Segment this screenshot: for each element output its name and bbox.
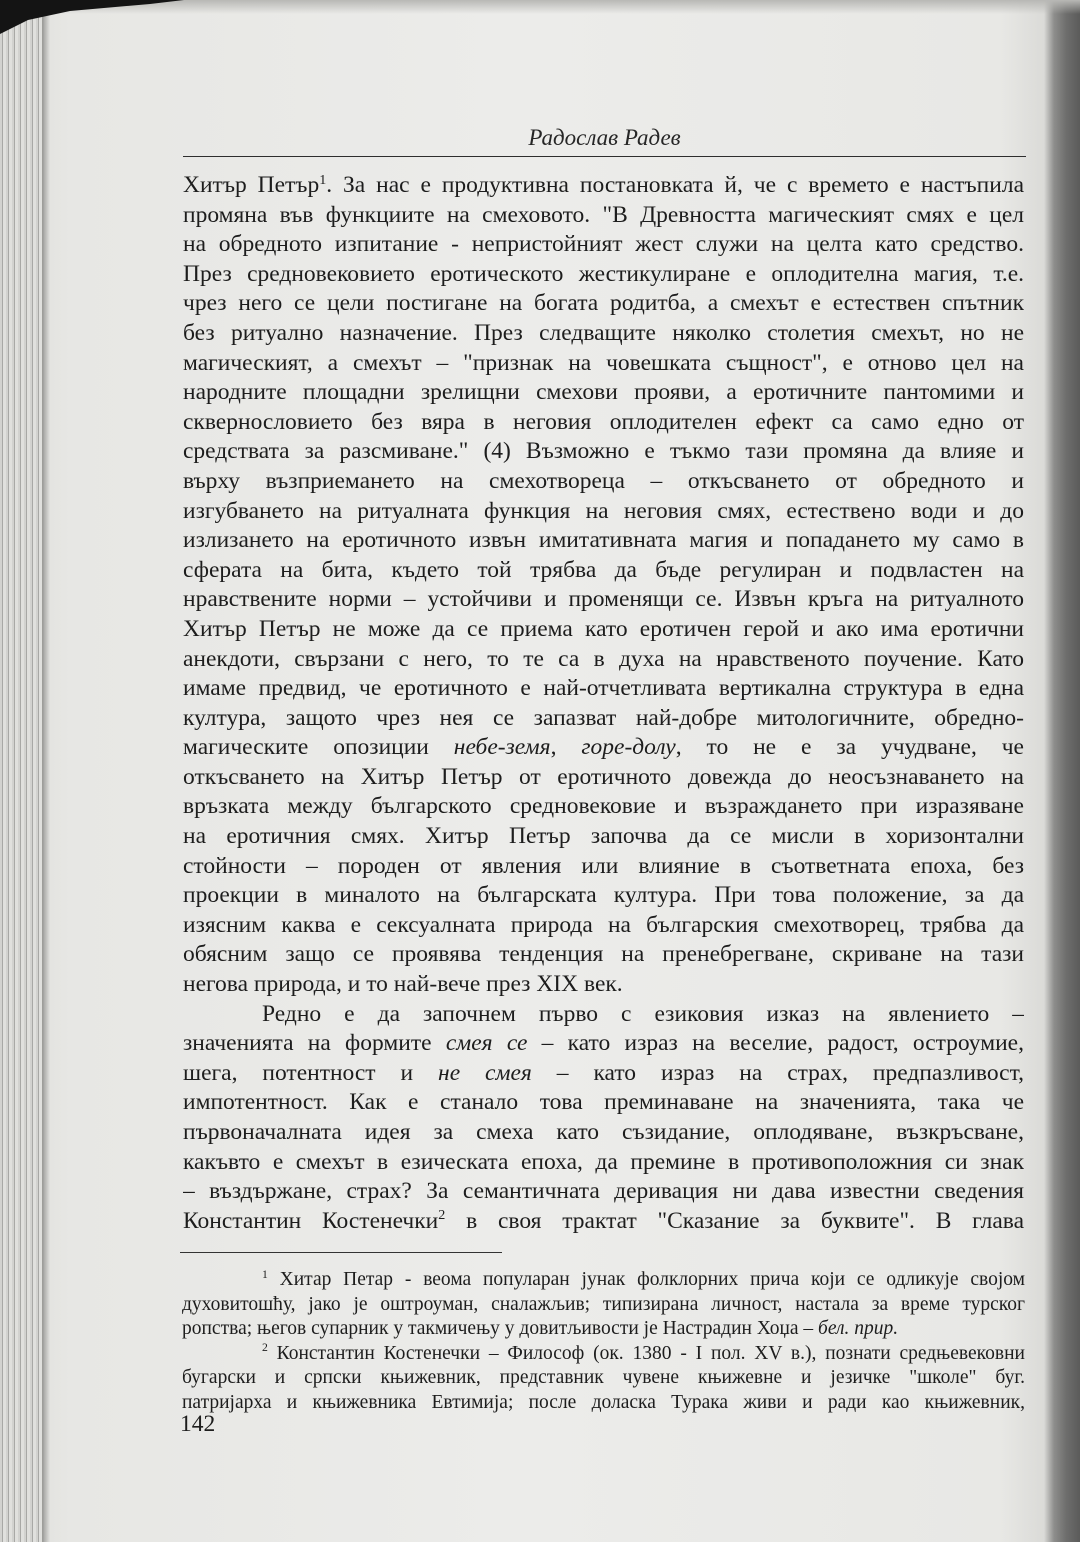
italic-term: горе-долу bbox=[581, 734, 676, 761]
text-line: на еротичния смях. Хитър Петър започва да се мисли в хоризонтални bbox=[183, 823, 1024, 850]
text-segment: . За нас е продуктивна постановката й, че с времето е настъпила bbox=[326, 172, 1024, 198]
page-number: 142 bbox=[180, 1411, 216, 1437]
text-line: – въздържане, страх? За семантичната деривация ни дава известни сведения bbox=[183, 1178, 1024, 1205]
header-rule bbox=[183, 156, 1026, 157]
text-line: връзката между българското средновековие и възраждането при изразяване bbox=[183, 793, 1024, 820]
footnote-marker: 1 bbox=[262, 1268, 268, 1281]
scan-edge-right-decoration bbox=[1044, 0, 1080, 1542]
italic-term: не смея bbox=[438, 1059, 532, 1086]
text-line: проекции в миналото на българската култура. При това положение, за да bbox=[183, 882, 1024, 909]
text-line: сферата на бита, където той трябва да бъде регулиран и подвластен на bbox=[183, 556, 1024, 583]
binding-shadow-decoration bbox=[42, 0, 50, 1542]
paragraph bbox=[183, 171, 1024, 1000]
text-segment: , то не е за учудване, че bbox=[675, 734, 1024, 761]
text-line: промяна във функциите на смеховото. "В Древността магическият смях е цел bbox=[183, 201, 1024, 228]
text-line: сквернословието без вяра в неговия оплодителен ефект са само едно от bbox=[183, 408, 1024, 435]
footnote-reference: 1 bbox=[319, 171, 327, 188]
text-segment: значенията на формите bbox=[183, 1030, 446, 1057]
scan-corner-shadow-decoration bbox=[0, 0, 200, 40]
footnotes bbox=[182, 1268, 1025, 1415]
text-line: върху възприемането на смехотвореца – откъсването от обредното и bbox=[183, 467, 1024, 494]
italic-term: бел. прир. bbox=[818, 1318, 899, 1339]
footnote-line bbox=[182, 1268, 1025, 1293]
footnote-reference: 2 bbox=[438, 1207, 446, 1224]
text-line: имаме предвид, че еротичното е най-отчетливата вертикална структура в една bbox=[183, 675, 1024, 702]
text-segment: Константин Костенечки bbox=[183, 1207, 439, 1234]
running-header: Радослав Радев bbox=[528, 125, 681, 150]
text-line: стойности – породен от явления или влияние в съответната епоха, без bbox=[183, 852, 1024, 879]
text-line: без ритуално назначение. През следващите няколко столетия смехът, но не bbox=[183, 319, 1024, 346]
body-text bbox=[183, 171, 1024, 1236]
text-line: първоначалната идея за смеха като съзидание, оплодяване, възкръсване, bbox=[183, 1119, 1024, 1145]
text-line: изясним каква е сексуалната природа на българския смехотворец, трябва да bbox=[183, 911, 1024, 938]
text-segment: Хитар Петар - веома популаран јунак фолклорних прича који се одликује својом bbox=[267, 1269, 1025, 1290]
text-line: През средновековието еротическото жестикулиране е оплодителна магия, т.е. bbox=[183, 260, 1024, 287]
text-line: средствата за разсмиване." (4) Възможно е тъкмо тази промяна да влияе и bbox=[183, 438, 1024, 465]
text-segment: Константин Костенечки – Философ (ок. 1380 - I пол. XV в.), познати средњевековни bbox=[267, 1342, 1025, 1364]
text-line: анекдоти, свързани с него, то те са в духа на нравственото поучение. Като bbox=[183, 645, 1024, 672]
text-line: откъсването на Хитър Петър от еротичното довежда до неосъзнаването на bbox=[183, 763, 1024, 790]
footnote-line bbox=[182, 1342, 1025, 1367]
text-segment: – като израз на страх, предпазливост, bbox=[531, 1059, 1024, 1086]
text-line: Редно е да започнем първо с езиковия изказ на явлението – bbox=[262, 1000, 1024, 1027]
text-line: изгубването на ритуалната функция на неговия смях, естествено води и до bbox=[183, 497, 1024, 524]
footnote-line: духовитошћу, јако је оштроуман, сналажљив; типизирана личност, настала за време турског bbox=[182, 1293, 1025, 1315]
footnote-marker: 2 bbox=[262, 1341, 268, 1355]
footnote-line: бугарски и српски књижевник, представник чувене књижевне и језичке "школе" буг. bbox=[182, 1367, 1025, 1388]
text-line: излизането на еротичното извън имитативната магия и попадането му само в bbox=[183, 527, 1024, 554]
text-line: на обредното изпитание - непристойният жест служи на целта като средство. bbox=[183, 231, 1024, 258]
text-line: чрез него се цели постигане на богата родитба, а смехът е естествен спътник bbox=[183, 290, 1024, 317]
text-line bbox=[183, 171, 1024, 201]
text-line: култура, защото чрез нея се запазват най-добре митологичните, обредно- bbox=[183, 704, 1024, 731]
text-line: обясним защо се проявява тенденция на пренебрегване, скриване на тази bbox=[183, 941, 1024, 968]
text-segment: магическите опозиции bbox=[183, 734, 454, 761]
text-line bbox=[183, 1207, 1024, 1237]
text-line: Хитър Петър не може да се приема като еротичен герой и ако има еротични bbox=[183, 615, 1024, 642]
text-segment: шега, потентност и bbox=[183, 1059, 439, 1086]
text-line: какъвто е смехът в езическата епоха, да премине в противоположния си знак bbox=[183, 1148, 1024, 1175]
footnote-line bbox=[182, 1317, 1025, 1342]
italic-term: смея се bbox=[445, 1030, 528, 1057]
footnote-line: патријарха и књижевника Евтимија; после доласка Турака живи и ради као књижевник, bbox=[182, 1391, 1025, 1413]
text-line: магическият, а смехът – "признак на човешката същност", е отново цел на bbox=[183, 349, 1024, 376]
text-segment: – като израз на веселие, радост, остроумие, bbox=[527, 1030, 1024, 1057]
text-line bbox=[183, 733, 1024, 763]
paragraph bbox=[183, 1000, 1024, 1237]
text-line: негова природа, и то най-вече през XIX век. bbox=[183, 971, 623, 998]
text-line: народните площадни зрелищни смехови прояви, а еротичните пантомими и bbox=[183, 379, 1024, 406]
text-segment: в своя трактат "Сказание за буквите". В глава bbox=[445, 1207, 1024, 1234]
footnote bbox=[182, 1342, 1025, 1416]
text-line: импотентност. Как е станало това преминаване на значенията, така че bbox=[183, 1089, 1024, 1116]
text-segment: ропства; његов супарник у такмичењу у довитљивости је Настрадин Хоџа – bbox=[182, 1318, 819, 1339]
page-edges-left-decoration bbox=[0, 0, 44, 1542]
footnote-rule bbox=[180, 1252, 502, 1253]
text-line bbox=[183, 1029, 1024, 1059]
text-line bbox=[183, 1059, 1024, 1089]
text-line: нравствените норми – устойчиви и променящи се. Извън кръга на ритуалното bbox=[183, 586, 1024, 613]
text-segment: , bbox=[550, 734, 582, 761]
text-segment: Хитър Петър bbox=[183, 172, 320, 198]
italic-term: небе-земя bbox=[453, 734, 551, 761]
footnote bbox=[182, 1268, 1025, 1342]
